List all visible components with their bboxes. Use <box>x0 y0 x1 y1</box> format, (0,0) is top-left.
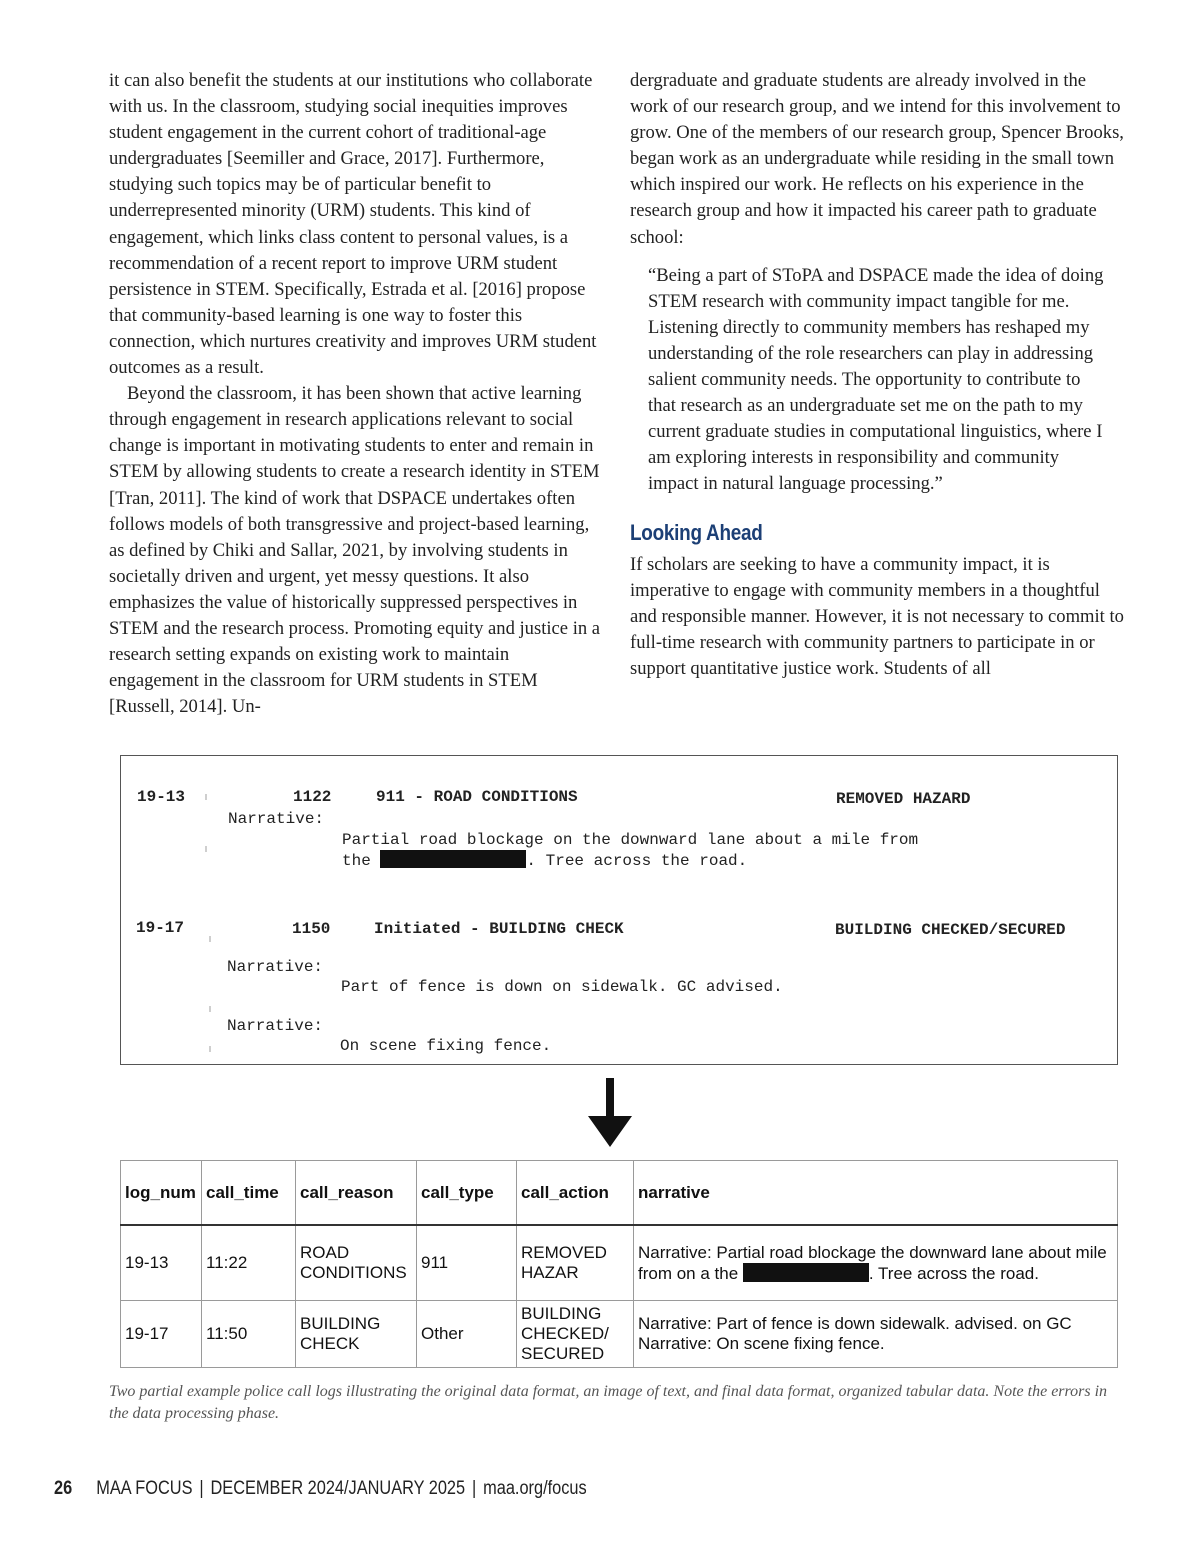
cell-line: . Tree across the road. <box>868 1263 1039 1283</box>
cell-line: REMOVED <box>521 1243 607 1262</box>
cell-call-action <box>517 1225 634 1301</box>
footer-separator: | <box>199 1478 204 1499</box>
scan-artifact <box>209 936 211 942</box>
scan-narrative-label: Narrative: <box>228 810 325 828</box>
scan-narrative-label: Narrative: <box>227 1017 324 1035</box>
cell-call-type: Other <box>417 1301 517 1368</box>
cell-line: CHECKED/ <box>521 1324 609 1343</box>
scan-call-reason: 911 - ROAD CONDITIONS <box>376 788 578 806</box>
table-header-row <box>121 1161 1118 1226</box>
call-log-table <box>120 1160 1118 1368</box>
cell-log-num: 19-17 <box>121 1301 202 1368</box>
page-footer <box>54 1478 587 1500</box>
cell-line: ROAD <box>300 1243 350 1262</box>
scan-call-time: 1122 <box>293 788 332 806</box>
page-number: 26 <box>54 1478 73 1499</box>
cell-call-time: 11:50 <box>202 1301 296 1368</box>
redaction-bar <box>743 1263 869 1282</box>
figure-caption: Two partial example police call logs illustrating the original data format, an image of text, and final data format, organized tabular data. Note the errors in the data processing phase. <box>109 1383 1108 1422</box>
footer-url: maa.org/focus <box>483 1478 587 1499</box>
cell-call-reason <box>296 1225 417 1301</box>
body-paragraph: it can also benefit the students at our institutions who collaborate with us. In the classroom, studying social inequities improves student engagement in the current cohort of traditional-age undergraduates [Seemiller and Grace, 2017]. Furthermore, studying such topics may be of particular benefit to underrepresented minority (URM) students. This kind of engagement, which links class content to personal values, is a recommendation of a recent report to improve URM student persistence in STEM. Specifically, Estrada et al. [2016] propose that community-based learning is one way to foster this connection, which nurtures creativity and improves URM student outcomes as a result. <box>109 70 597 379</box>
scan-narrative-label: Narrative: <box>227 958 324 976</box>
cell-call-reason <box>296 1301 417 1368</box>
cell-line: SECURED <box>521 1344 605 1363</box>
cell-log-num: 19-13 <box>121 1225 202 1301</box>
scanned-call-log <box>120 755 1118 1065</box>
cell-narrative <box>634 1225 1118 1301</box>
scan-narrative-line: Part of fence is down on sidewalk. GC advised. <box>341 978 783 996</box>
scan-narrative-text: . Tree across the road. <box>526 852 748 870</box>
cell-line: Narrative: Part of fence is down sidewalk. advised. on GC <box>638 1314 1072 1333</box>
down-arrow-icon <box>588 1078 632 1148</box>
magazine-name: MAA FOCUS <box>96 1478 193 1499</box>
column-header: call_reason <box>296 1161 417 1226</box>
body-paragraph: If scholars are seeking to have a community impact, it is imperative to engage with community members in a thoughtful and responsible manner. However, it is not necessary to commit to full-time research with community partners to participate in or support quantitative justice work. Students of all <box>630 553 1124 679</box>
footer-separator: | <box>472 1478 477 1499</box>
cell-call-action <box>517 1301 634 1368</box>
left-column <box>109 68 601 720</box>
scan-artifact <box>209 1046 211 1052</box>
cell-line: from on a the <box>638 1263 743 1283</box>
right-column <box>630 68 1128 682</box>
scan-narrative-text: the <box>342 852 381 870</box>
cell-narrative <box>634 1301 1118 1368</box>
scan-artifact <box>205 794 207 800</box>
scan-call-time: 1150 <box>292 920 331 938</box>
cell-call-time: 11:22 <box>202 1225 296 1301</box>
column-header: log_num <box>121 1161 202 1226</box>
column-header: call_type <box>417 1161 517 1226</box>
scan-call-reason: Initiated - BUILDING CHECK <box>374 920 624 938</box>
scan-log-number: 19-13 <box>137 788 186 806</box>
scan-call-action: REMOVED HAZARD <box>836 790 971 808</box>
cell-line: BUILDING <box>300 1314 381 1333</box>
cell-line: Narrative: Partial road blockage the downward lane about mile <box>638 1242 1107 1262</box>
cell-line: Narrative: On scene fixing fence. <box>638 1334 885 1353</box>
scan-narrative-line: Partial road blockage on the downward lane about a mile from <box>342 831 919 849</box>
cell-call-type: 911 <box>417 1225 517 1301</box>
section-heading: Looking Ahead <box>630 519 763 545</box>
cell-line: CHECK <box>300 1334 360 1353</box>
cell-line: BUILDING <box>521 1304 602 1323</box>
body-paragraph: Beyond the classroom, it has been shown that active learning through engagement in research applications relevant to social change is important in motivating students to enter and remain in STEM by allowing students to create a research identity in STEM [Tran, 2011]. The kind of work that DSPACE undertakes often follows models of both transgressive and project-based learning, as defined by Chiki and Sallar, 2021, by involving students in societally driven and urgent, yet messy questions. It also emphasizes the value of historically suppressed perspectives in STEM and the research process. Promoting equity and justice in a research setting expands on existing work to maintain engagement in the classroom for URM students in STEM [Russell, 2014]. Un- <box>109 383 601 718</box>
column-header: narrative <box>634 1161 1118 1226</box>
issue-date: DECEMBER 2024/JANUARY 2025 <box>210 1478 466 1499</box>
table-row <box>121 1225 1118 1301</box>
scan-narrative-line: On scene fixing fence. <box>340 1037 552 1055</box>
column-header: call_time <box>202 1161 296 1226</box>
cell-line: CONDITIONS <box>300 1263 407 1282</box>
scan-call-action: BUILDING CHECKED/SECURED <box>835 921 1066 939</box>
scan-log-number: 19-17 <box>136 919 185 937</box>
scan-artifact <box>209 1006 211 1012</box>
body-paragraph: dergraduate and graduate students are already involved in the work of our research group, and we intend for this involvement to grow. One of the members of our research group, Spencer Brooks, began work as an undergraduate while residing in the small town which inspired our work. He reflects on his experience in the research group and how it impacted his career path to graduate school: <box>630 70 1124 248</box>
scan-narrative-line <box>342 850 747 870</box>
redaction-bar <box>380 850 526 868</box>
column-header: call_action <box>517 1161 634 1226</box>
scan-artifact <box>205 846 207 852</box>
table-row <box>121 1301 1118 1368</box>
cell-line: HAZAR <box>521 1263 579 1282</box>
block-quote: “Being a part of SToPA and DSPACE made the idea of doing STEM research with community impact tangible for me. Listening directly to community members has reshaped my understanding of the role researchers can play in addressing salient community needs. The opportunity to contribute to that research as an undergraduate set me on the path to my current graduate studies in computational linguistics, where I am exploring interests in responsibility and community impact in natural language processing.” <box>648 264 1104 495</box>
